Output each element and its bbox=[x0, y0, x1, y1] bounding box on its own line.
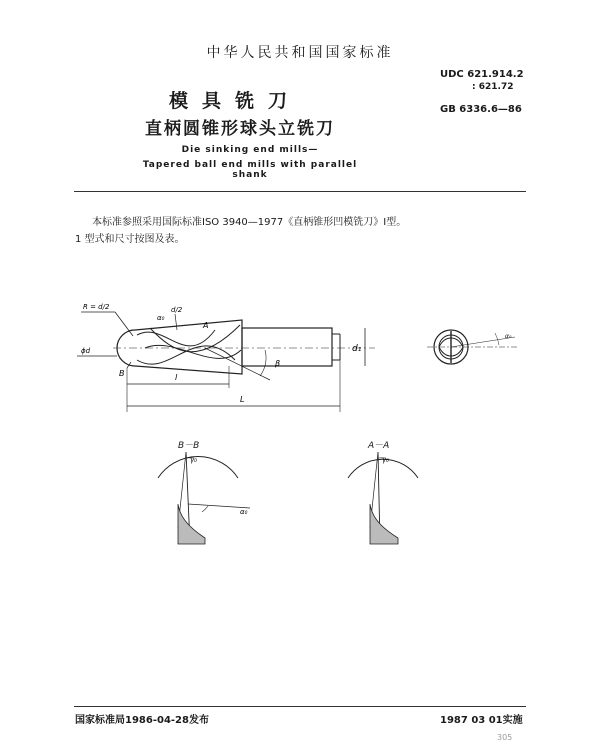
label-d-half: d/2 bbox=[171, 306, 183, 314]
label-l: l bbox=[175, 373, 178, 382]
gb-code: GB 6336.6—86 bbox=[440, 104, 522, 115]
footer-rule bbox=[74, 706, 526, 707]
section-aa-drawing bbox=[340, 448, 430, 548]
section-mark-a: A bbox=[203, 321, 209, 330]
section-bb-title: B－B bbox=[178, 441, 200, 451]
intro-paragraph: 本标准参照采用国际标准ISO 3940—1977《直柄锥形凹模铣刀》I型。 bbox=[92, 217, 407, 228]
section-1-heading: 1 型式和尺寸按图及表。 bbox=[75, 234, 185, 245]
issue-date: 国家标准局1986-04-28发布 bbox=[75, 715, 209, 726]
label-alpha-bb: α₀ bbox=[240, 508, 248, 516]
section-bb-drawing bbox=[150, 448, 260, 548]
title-en-line2: Tapered ball end mills with parallel shank bbox=[142, 160, 358, 180]
label-radius: R = d/2 bbox=[83, 303, 110, 311]
udc-code-cont: : 621.72 bbox=[472, 82, 514, 92]
title-main-cn: 模具铣刀 bbox=[168, 90, 301, 112]
effective-date: 1987 03 01实施 bbox=[440, 715, 523, 726]
label-beta: β bbox=[275, 359, 281, 368]
label-gamma-bb: γ₀ bbox=[190, 456, 197, 464]
label-alpha: α₀ bbox=[157, 314, 165, 322]
section-aa-title: A－A bbox=[368, 441, 390, 451]
title-sub-cn: 直柄圆锥形球头立铣刀 bbox=[145, 119, 335, 139]
label-gamma-aa: γ₀ bbox=[382, 456, 389, 464]
label-L: L bbox=[240, 395, 245, 404]
page-number: 305 bbox=[497, 733, 513, 742]
label-d1: d₁ bbox=[352, 344, 362, 354]
ball-end-mill-drawing bbox=[75, 290, 395, 420]
label-alpha-end: α₀ bbox=[505, 333, 512, 340]
udc-code: UDC 621.914.2 bbox=[440, 69, 524, 80]
title-en-line1: Die sinking end mills— bbox=[181, 145, 319, 155]
section-mark-b: B bbox=[119, 369, 125, 378]
label-phi-d: ϕd bbox=[81, 347, 91, 355]
issuing-organization: 中华人民共和国国家标准 bbox=[206, 45, 394, 61]
end-view-drawing bbox=[425, 315, 525, 385]
header-rule bbox=[74, 191, 526, 192]
